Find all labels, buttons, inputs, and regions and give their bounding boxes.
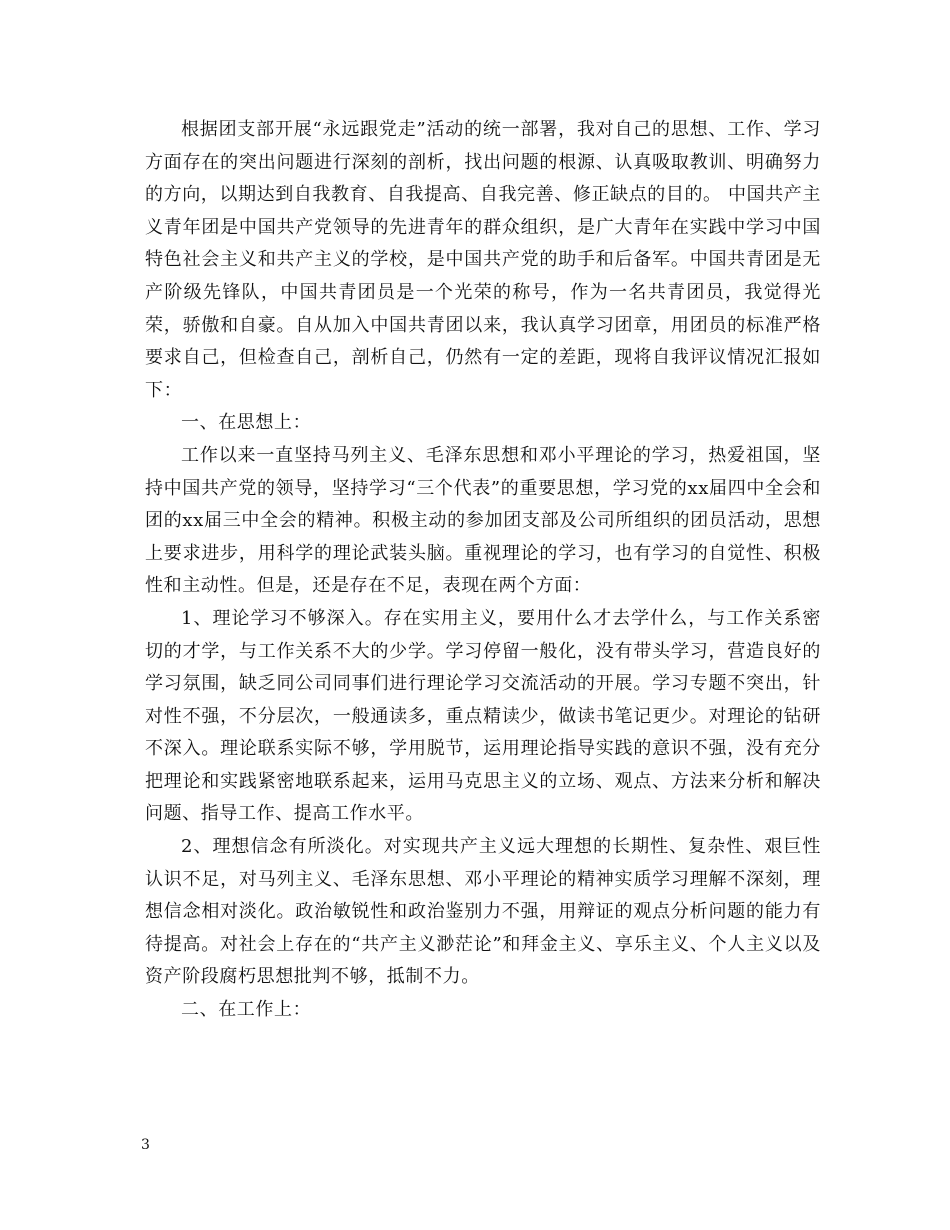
section-heading-thought: 一、在思想上：	[181, 412, 312, 434]
page-number: 3	[141, 1137, 150, 1153]
intro-paragraph: 根据团支部开展“永远跟党走”活动的统一部署，我对自己的思想、工作、学习方面存在的突出问题进行深刻的剖析，找出问题的根源、认真吸取教训、明确努力的方向，以期达到自我教育、自我提高、自我完善、修正缺点的目的。 中国共产主义青年团是中国共产党领导的先进青年的群众组织，是广大青年在实践中学习中国特色社会主义和共产主义的学校，是中国共产党的助手和后备军。中国共青团是无产阶级先锋队，中国共青团员是一个光荣的称号，作为一名共青团员，我觉得光荣，骄傲和自豪。自从加入中国共青团以来，我认真学习团章，用团员的标准严格要求自己，但检查自己，剖析自己，仍然有一定的差距，现将自我评议情况汇报如下：	[145, 119, 821, 401]
document-body	[145, 114, 821, 1027]
point-2-paragraph: 2、理想信念有所淡化。对实现共产主义远大理想的长期性、复杂性、艰巨性认识不足，对马列主义、毛泽东思想、邓小平理论的精神实质学习理解不深刻，理想信念相对淡化。政治敏锐性和政治鉴别力不强，用辩证的观点分析问题的能力有待提高。对社会上存在的“共产主义渺茫论”和拜金主义、享乐主义、个人主义以及资产阶段腐朽思想批判不够，抵制不力。	[145, 836, 821, 988]
section-heading-work: 二、在工作上：	[181, 999, 312, 1021]
thought-paragraph: 工作以来一直坚持马列主义、毛泽东思想和邓小平理论的学习，热爱祖国，坚持中国共产党的领导，坚持学习“三个代表”的重要思想，学习党的xx届四中全会和团的xx届三中全会的精神。积极主动的参加团支部及公司所组织的团员活动，思想上要求进步，用科学的理论武装头脑。重视理论的学习，也有学习的自觉性、积极性和主动性。但是，还是存在不足，表现在两个方面：	[145, 444, 821, 597]
point-1-paragraph: 1、理论学习不够深入。存在实用主义，要用什么才去学什么，与工作关系密切的才学，与工作关系不大的少学。学习停留一般化，没有带头学习，营造良好的学习氛围，缺乏同公司同事们进行理论学习交流活动的开展。学习专题不突出，针对性不强，不分层次，一般通读多，重点精读少，做读书笔记更少。对理论的钻研不深入。理论联系实际不够，学用脱节，运用理论指导实践的意识不强，没有充分把理论和实践紧密地联系起来，运用马克思主义的立场、观点、方法来分析和解决问题、指导工作、提高工作水平。	[145, 607, 821, 825]
